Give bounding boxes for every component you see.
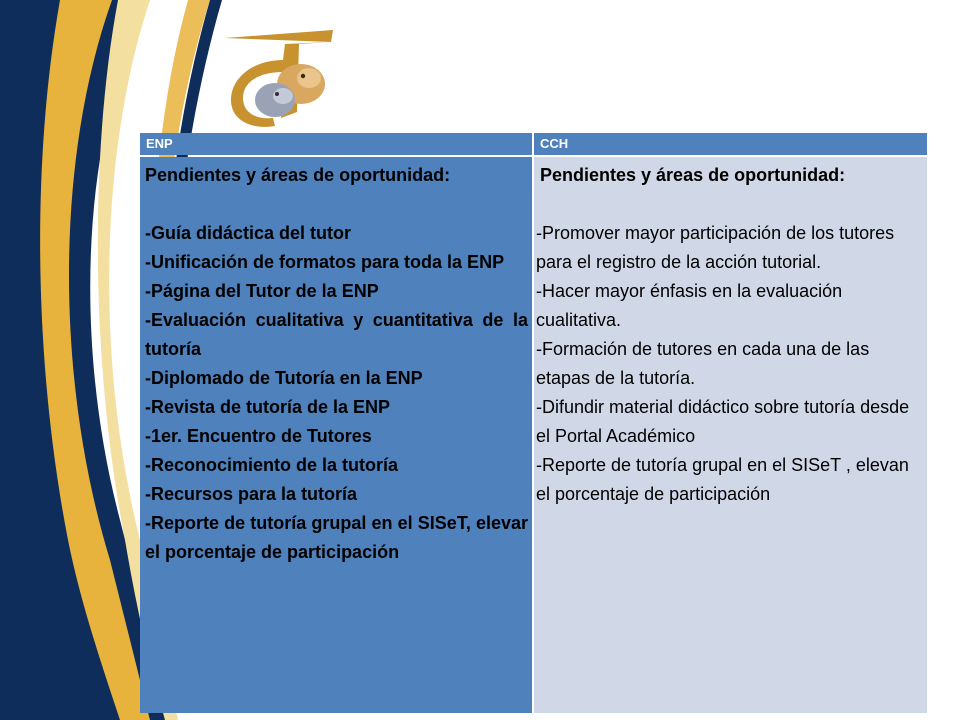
cougar-logo-icon: [213, 20, 353, 132]
cch-cell: [534, 157, 927, 713]
list-item: -Revista de tutoría de la ENP: [145, 397, 391, 417]
list-item: -Guía didáctica del tutor: [145, 223, 352, 243]
list-item: -Evaluación cualitativa y cuantitativa de la tutoría: [145, 310, 528, 359]
list-item: -Hacer mayor énfasis en la evaluación cualitativa.: [536, 281, 843, 330]
list-item: -Reporte de tutoría grupal en el SISeT , elevan el porcentaje de participación: [536, 455, 909, 504]
header-cch: CCH: [534, 133, 927, 155]
list-item: -1er. Encuentro de Tutores: [145, 426, 372, 446]
list-item: -Recursos para la tutoría: [145, 484, 358, 504]
comparison-table: [140, 133, 927, 713]
enp-cell: [140, 157, 532, 713]
list-item: -Página del Tutor de la ENP: [145, 281, 379, 301]
header-enp: ENP: [140, 133, 532, 155]
enp-list: [145, 219, 528, 567]
list-item: -Diplomado de Tutoría en la ENP: [145, 368, 423, 388]
list-item: -Promover mayor participación de los tutores para el registro de la acción tutorial.: [536, 223, 895, 272]
cch-list: [536, 219, 923, 509]
list-item: -Reporte de tutoría grupal en el SISeT, elevar el porcentaje de participación: [145, 513, 528, 562]
cch-title: Pendientes y áreas de oportunidad:: [540, 165, 846, 185]
list-item: -Difundir material didáctico sobre tutoría desde el Portal Académico: [536, 397, 910, 446]
list-item: -Formación de tutores en cada una de las etapas de la tutoría.: [536, 339, 870, 388]
list-item: -Unificación de formatos para toda la ENP: [145, 252, 505, 272]
enp-title: Pendientes y áreas de oportunidad:: [145, 165, 451, 185]
list-item: -Reconocimiento de la tutoría: [145, 455, 399, 475]
